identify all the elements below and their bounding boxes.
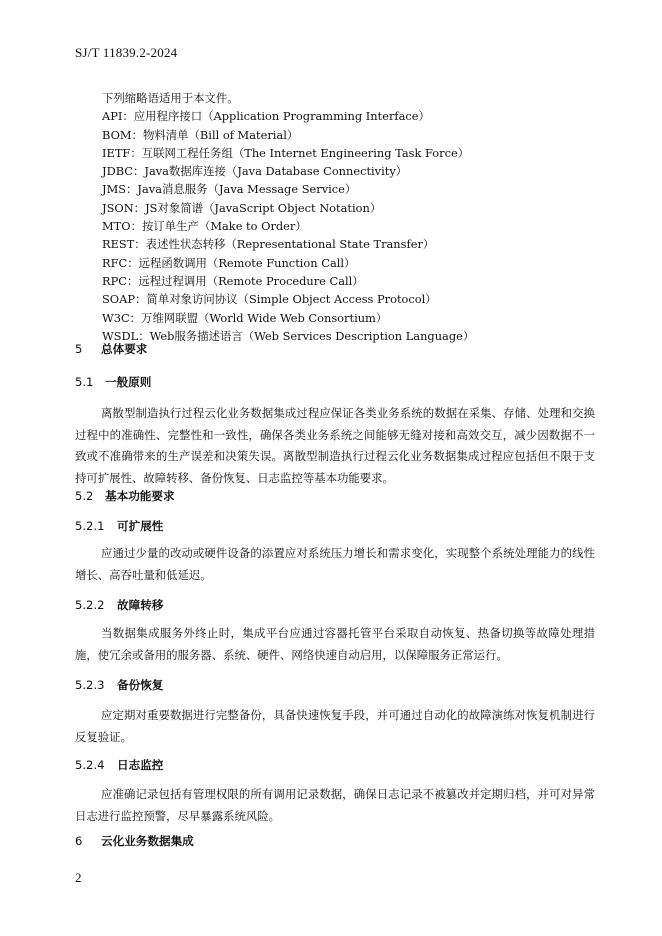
abbreviation-item: RPC：远程过程调用（Remote Procedure Call）: [102, 273, 364, 288]
section-number: 5.2: [75, 489, 94, 503]
section-title: 一般原则: [105, 375, 152, 389]
section-number: 5.2.3: [75, 678, 105, 692]
section-number: 6: [75, 834, 83, 848]
section-title: 总体要求: [101, 342, 148, 356]
abbreviation-item: WSDL：Web服务描述语言（Web Services Description Language）: [102, 328, 475, 343]
abbreviation-item: IETF：互联网工程任务组（The Internet Engineering Task Force）: [102, 145, 470, 160]
abbreviation-item: RFC：远程函数调用（Remote Function Call）: [102, 255, 356, 270]
paragraph-log-monitoring: 应准确记录包括有管理权限的所有调用记录数据，确保日志记录不被篡改并定期归档，并可对异常日志进行监控预警，尽早暴露系统风险。: [75, 787, 595, 823]
section-heading-5-2: [75, 488, 175, 504]
page-number: 2: [75, 870, 82, 885]
section-heading-5-2-1: [75, 518, 163, 534]
abbreviation-intro: 下列缩略语适用于本文件。: [102, 91, 239, 105]
section-title: 故障转移: [117, 598, 164, 612]
section-number: 5.2.4: [75, 758, 105, 772]
abbreviation-item: REST：表述性状态转移（Representational State Transfer）: [102, 237, 435, 252]
abbreviation-item: JSON：JS对象简谱（JavaScript Object Notation）: [102, 200, 382, 215]
section-number: 5.2.1: [75, 519, 105, 533]
section-number: 5: [75, 342, 83, 356]
section-heading-5-2-4: [75, 757, 163, 773]
section-heading-6: [75, 833, 194, 849]
standard-code: SJ/T 11839.2-2024: [75, 45, 178, 60]
abbreviation-item: W3C：万维网联盟（World Wide Web Consortium）: [102, 310, 388, 325]
paragraph-backup-recovery: 应定期对重要数据进行完整备份，具备快速恢复手段，并可通过自动化的故障演练对恢复机制进行反复验证。: [75, 708, 595, 744]
abbreviation-item: JDBC：Java数据库连接（Java Database Connectivity）: [102, 164, 408, 179]
section-number: 5.1: [75, 375, 94, 389]
section-title: 可扩展性: [117, 519, 164, 533]
section-heading-5: [75, 341, 147, 357]
section-title: 基本功能要求: [105, 489, 175, 503]
section-title: 云化业务数据集成: [101, 834, 194, 848]
section-heading-5-1: [75, 374, 151, 390]
paragraph-general-principles: 离散型制造执行过程云化业务数据集成过程应保证各类业务系统的数据在采集、存储、处理和交换过程中的准确性、完整性和一致性，确保各类业务系统之间能够无缝对接和高效交互，减少因数据不一致或不准确带来的生产误差和决策失误。离散型制造执行过程云化业务数据集成过程应包括但不限于支持可扩展性、故障转移、备份恢复、日志监控等基本功能要求。: [75, 406, 595, 485]
abbreviation-item: API：应用程序接口（Application Programming Interface）: [102, 109, 430, 124]
section-number: 5.2.2: [75, 598, 105, 612]
paragraph-scalability: 应通过少量的改动或硬件设备的添置应对系统压力增长和需求变化，实现整个系统处理能力的线性增长、高吞吐量和低延迟。: [75, 546, 595, 582]
section-heading-5-2-3: [75, 677, 163, 693]
section-heading-5-2-2: [75, 597, 163, 613]
abbreviation-item: JMS：Java消息服务（Java Message Service）: [102, 182, 357, 197]
section-title: 备份恢复: [117, 678, 164, 692]
paragraph-failover: 当数据集成服务外终止时，集成平台应通过容器托管平台采取自动恢复、热备切换等故障处理措施，使冗余或备用的服务器、系统、硬件、网络快速自动启用，以保障服务正常运行。: [75, 626, 595, 662]
abbreviation-item: BOM：物料清单（Bill of Material）: [102, 127, 299, 142]
section-title: 日志监控: [117, 758, 164, 772]
abbreviation-item: MTO：按订单生产（Make to Order）: [102, 219, 307, 234]
abbreviation-item: SOAP：简单对象访问协议（Simple Object Access Protocol）: [102, 292, 437, 307]
abbreviation-list: [102, 89, 602, 345]
